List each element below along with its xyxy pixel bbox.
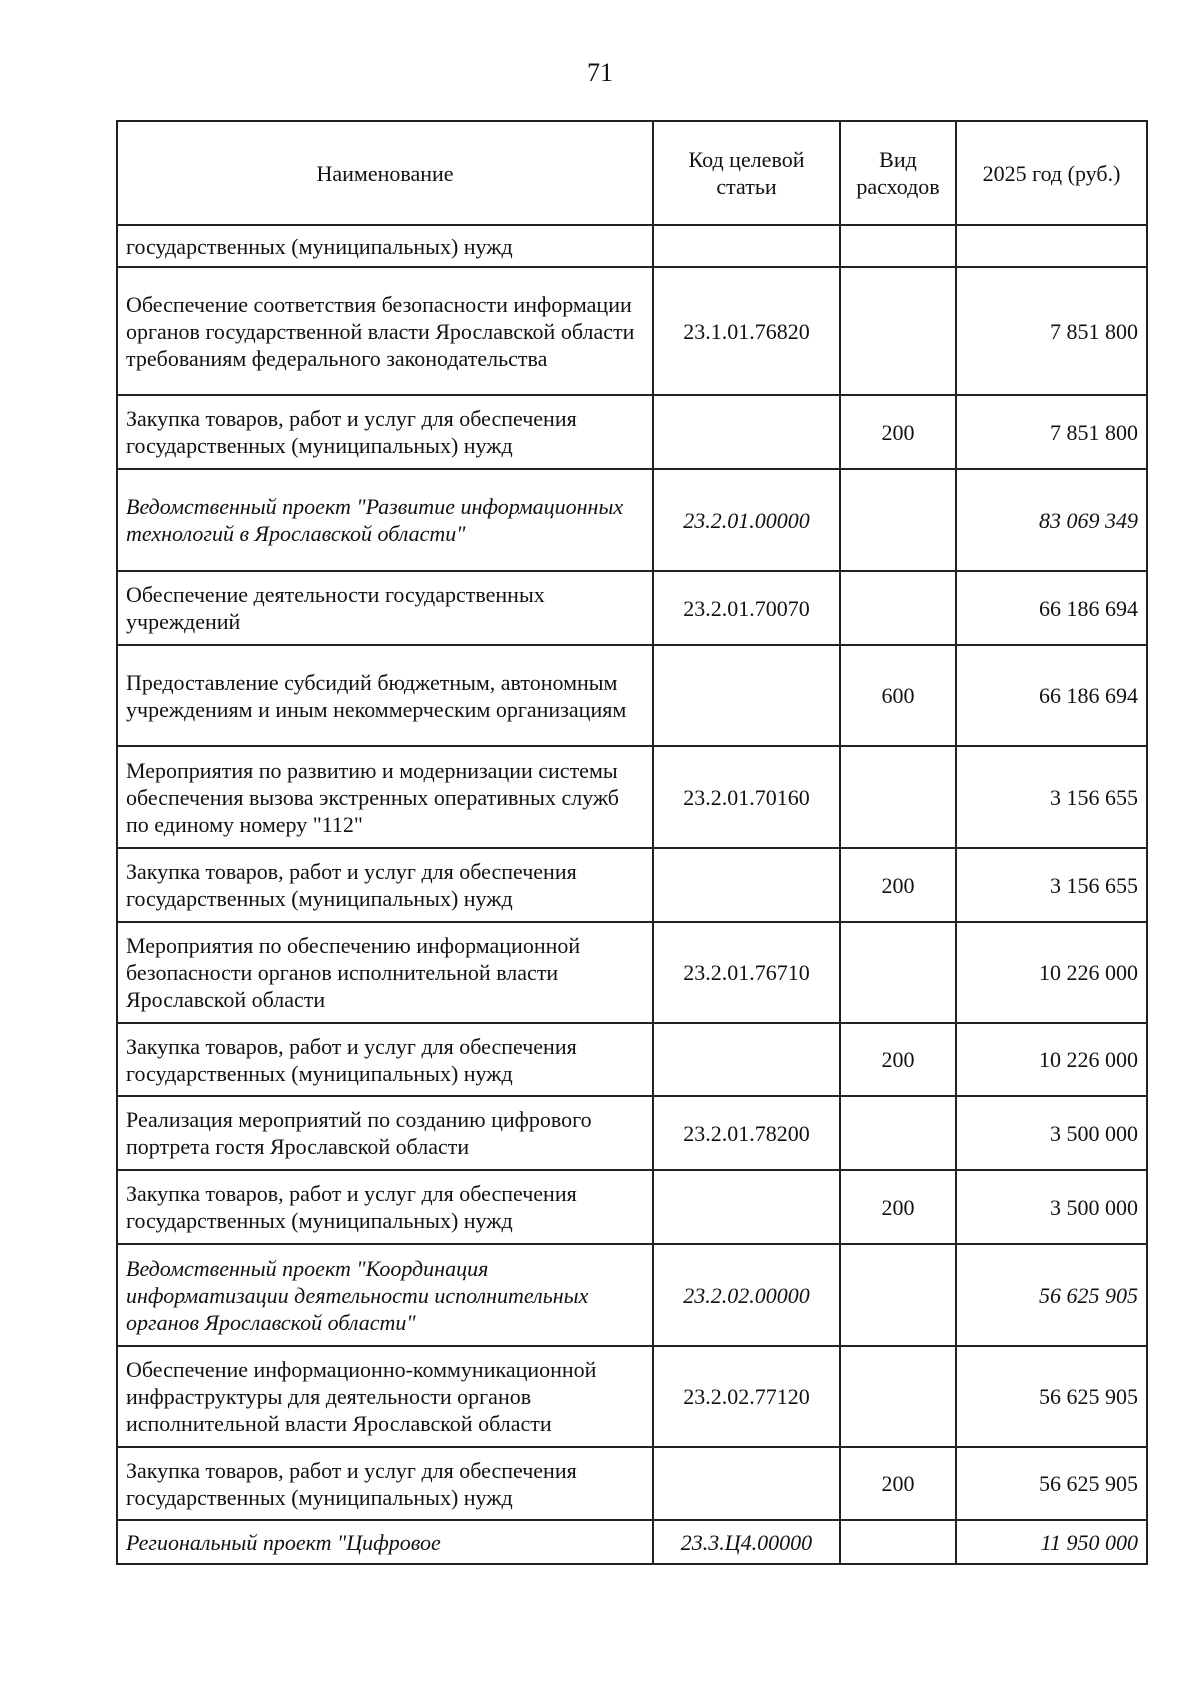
cell-name: государственных (муниципальных) нужд (117, 225, 653, 267)
cell-code: 23.2.01.70160 (653, 746, 840, 848)
cell-type (840, 922, 956, 1023)
table-header-row (117, 121, 1147, 225)
cell-code (653, 1023, 840, 1096)
cell-sum: 7 851 800 (956, 267, 1147, 395)
table-row (117, 1346, 1147, 1447)
cell-sum: 11 950 000 (956, 1520, 1147, 1564)
cell-type: 200 (840, 848, 956, 922)
page-number: 71 (587, 58, 613, 87)
cell-name: Закупка товаров, работ и услуг для обеспечения государственных (муниципальных) нужд (117, 1170, 653, 1244)
cell-type (840, 746, 956, 848)
cell-code (653, 848, 840, 922)
cell-sum: 56 625 905 (956, 1346, 1147, 1447)
cell-type: 600 (840, 645, 956, 746)
table-row (117, 1447, 1147, 1520)
cell-type (840, 267, 956, 395)
cell-name: Закупка товаров, работ и услуг для обеспечения государственных (муниципальных) нужд (117, 1023, 653, 1096)
cell-code: 23.2.01.76710 (653, 922, 840, 1023)
cell-type: 200 (840, 1023, 956, 1096)
cell-code (653, 645, 840, 746)
cell-sum: 10 226 000 (956, 1023, 1147, 1096)
table-row (117, 1170, 1147, 1244)
table-row (117, 469, 1147, 571)
cell-name: Мероприятия по развитию и модернизации системы обеспечения вызова экстренных оперативных служб по единому номеру "112" (117, 746, 653, 848)
cell-type: 200 (840, 395, 956, 469)
table-row (117, 267, 1147, 395)
cell-sum: 56 625 905 (956, 1244, 1147, 1346)
table-body (117, 225, 1147, 1564)
header-code: Код целевой статьи (653, 121, 840, 225)
table-row (117, 571, 1147, 645)
cell-type: 200 (840, 1447, 956, 1520)
cell-name: Закупка товаров, работ и услуг для обеспечения государственных (муниципальных) нужд (117, 1447, 653, 1520)
cell-sum: 3 156 655 (956, 848, 1147, 922)
cell-sum: 66 186 694 (956, 571, 1147, 645)
cell-type (840, 1346, 956, 1447)
cell-type: 200 (840, 1170, 956, 1244)
cell-sum: 3 500 000 (956, 1096, 1147, 1170)
header-type: Вид расходов (840, 121, 956, 225)
cell-sum: 3 156 655 (956, 746, 1147, 848)
cell-code (653, 1170, 840, 1244)
cell-type (840, 1244, 956, 1346)
table-row (117, 922, 1147, 1023)
cell-name: Реализация мероприятий по созданию цифрового портрета гостя Ярославской области (117, 1096, 653, 1170)
cell-name: Ведомственный проект "Развитие информационных технологий в Ярославской области" (117, 469, 653, 571)
cell-type (840, 571, 956, 645)
header-sum: 2025 год (руб.) (956, 121, 1147, 225)
table-row (117, 1520, 1147, 1564)
cell-type (840, 469, 956, 571)
cell-name: Закупка товаров, работ и услуг для обеспечения государственных (муниципальных) нужд (117, 395, 653, 469)
cell-code: 23.2.02.77120 (653, 1346, 840, 1447)
cell-code: 23.2.02.00000 (653, 1244, 840, 1346)
table-row (117, 1023, 1147, 1096)
cell-type (840, 225, 956, 267)
cell-name: Закупка товаров, работ и услуг для обеспечения государственных (муниципальных) нужд (117, 848, 653, 922)
cell-code (653, 1447, 840, 1520)
cell-code (653, 395, 840, 469)
table-row (117, 225, 1147, 267)
cell-sum: 7 851 800 (956, 395, 1147, 469)
budget-table (116, 120, 1148, 1565)
cell-name: Ведомственный проект "Координация информатизации деятельности исполнительных органов Ярославской области" (117, 1244, 653, 1346)
header-name: Наименование (117, 121, 653, 225)
cell-type (840, 1096, 956, 1170)
cell-name: Обеспечение деятельности государственных учреждений (117, 571, 653, 645)
table-row (117, 1244, 1147, 1346)
cell-sum: 3 500 000 (956, 1170, 1147, 1244)
cell-code: 23.2.01.00000 (653, 469, 840, 571)
cell-sum: 10 226 000 (956, 922, 1147, 1023)
cell-code: 23.1.01.76820 (653, 267, 840, 395)
cell-sum (956, 225, 1147, 267)
cell-name: Обеспечение соответствия безопасности информации органов государственной власти Ярославской области требованиям федерального законодательства (117, 267, 653, 395)
table-row (117, 395, 1147, 469)
cell-sum: 56 625 905 (956, 1447, 1147, 1520)
cell-code: 23.2.01.78200 (653, 1096, 840, 1170)
cell-code: 23.2.01.70070 (653, 571, 840, 645)
cell-name: Мероприятия по обеспечению информационной безопасности органов исполнительной власти Ярославской области (117, 922, 653, 1023)
cell-code (653, 225, 840, 267)
table-row (117, 746, 1147, 848)
table-row (117, 848, 1147, 922)
cell-name: Обеспечение информационно-коммуникационной инфраструктуры для деятельности органов исполнительной власти Ярославской области (117, 1346, 653, 1447)
cell-name: Региональный проект "Цифровое (117, 1520, 653, 1564)
cell-sum: 83 069 349 (956, 469, 1147, 571)
cell-type (840, 1520, 956, 1564)
table-row (117, 1096, 1147, 1170)
table-row (117, 645, 1147, 746)
cell-code: 23.3.Ц4.00000 (653, 1520, 840, 1564)
cell-sum: 66 186 694 (956, 645, 1147, 746)
cell-name: Предоставление субсидий бюджетным, автономным учреждениям и иным некоммерческим организациям (117, 645, 653, 746)
